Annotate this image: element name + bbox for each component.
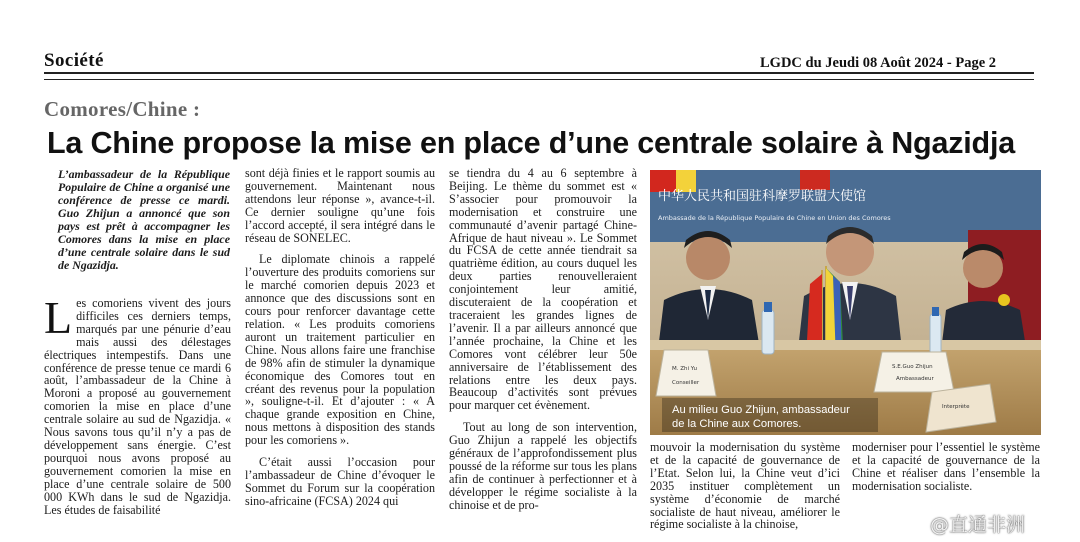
section-title: Société [44,50,104,71]
column-3-paragraph: Tout au long de son intervention, Guo Zhijun a rappelé les objectifs généraux de l’approfondissement plus poussé de la réforme sur tous les plans afin de continuer à perfectionner et à développer le régime socialiste à la chinoise et de pro- [449,420,637,512]
photo-caption [672,404,872,431]
nameplate-left-sub: Conseiller [672,380,700,386]
photo-caption-line: Au milieu Guo Zhijun, ambassadeur [672,404,850,416]
nameplate-middle: S.E.Guo Zhijun [892,364,933,370]
column-4-paragraph: mouvoir la modernisation du système et de la capacité de gouvernance de l’Etat. Selon lui, la Chine veut d’ici 2035 instituer complètement un système d’économie de marché socialiste de haut niveau, améliorer le régime socialiste à la chinoise, [650,440,840,532]
page-folio: LGDC du Jeudi 08 Août 2024 - Page 2 [760,55,997,71]
photo-caption-line: de la Chine aux Comores. [672,417,802,430]
column-5-paragraph: moderniser pour l’essentiel le système et la capacité de gouvernance de la Chine et réaliser dans l’ensemble la modernisation socialiste. [852,440,1040,493]
article-photo [650,170,1041,435]
drop-cap: L [44,292,73,343]
column-5 [852,441,1040,493]
article-headline: La Chine propose la mise en place d’une centrale solaire à Ngazidja [47,126,1016,160]
column-1 [44,292,231,525]
header-rule [44,72,1034,74]
banner-chinese: 中华人民共和国驻科摩罗联盟大使馆 [658,189,867,204]
weibo-icon [902,512,930,534]
nameplate-right: Interprète [942,404,970,410]
column-4 [650,441,840,531]
column-2-paragraph: C’était aussi l’occasion pour l’ambassadeur de Chine d’évoquer le Sommet du Forum sur la coopération sino-africaine (FCSA) 2024 qui [245,455,435,508]
column-3-paragraph: se tiendra du 4 au 6 septembre à Beijing. Le thème du sommet est « S’associer pour promouvoir la modernisation et construire une communauté d’avenir partagé Chine-Afrique de haut niveau ». Le Sommet du FCSA de cette année tiendrait sa quatrième édition, au cours duquel les deux parties renouvelleraient conjointement leur amitié, discuteraient de la coopération et traceraient les grandes lignes de l’avenir. Il a par ailleurs annoncé que l’année prochaine, la Chine et les Comores vont célébrer leur 50e anniversaire de l’établissement des relations entre les deux pays. Beaucoup d’activités sont prévues pour marquer cet évènement. [449,166,637,413]
nameplate-middle-sub: Ambassadeur [896,376,934,382]
column-2 [245,167,435,508]
column-3 [449,167,637,512]
watermark-label: @直通非洲 [930,514,1026,536]
column-2-paragraph: sont déjà finies et le rapport soumis au gouvernement. Maintenant nous attendons leur réponse », avance-t-il. Ce dernier souligne qu’une fois l’accord accepté, il sera intégré dans le réseau de SONELEC. [245,166,435,245]
banner-french: Ambassade de la République Populaire de Chine en Union des Comores [658,214,891,222]
column-2-paragraph: Le diplomate chinois a rappelé l’ouverture des produits comoriens sur le marché comorien depuis 2023 et annonce que des discussions sont en cours pour renforcer davantage cette relation. « Les produits comoriens auront un traitement particulier en Chine. Nous allons faire une franchise de 98% afin de stimuler la dynamique économique des Comores tout en créant des revenus pour la population », souligne-t-il. Et d’ajouter : « A chaque grande exposition en Chine, nous mettons à disposition des stands pour les comoriens ». [245,252,435,448]
article-lead: L’ambassadeur de la République Populaire de Chine a organisé une conférence de presse ce mardi. Guo Zhijun a annoncé que son pays est prêt à accompagner les Comores dans la mise en place d’une centrale solaire dans le sud de Ngazidja. [58,167,230,272]
article-kicker: Comores/Chine : [44,97,201,121]
column-1-text: es comoriens vivent des jours difficiles ces derniers temps, marqués par une pénurie d’eau mais aussi des délestages électriques intempestifs. Dans une conférence de presse tenue ce mardi 6 août, l’ambassadeur de la Chine à Moroni a proposé au gouvernement comorien la mise en place d’une centrale solaire au sud de Ngazidja. « Nous savons tous qu’il n’y a pas de développement sans énergie. C’est pourquoi nous avons proposé au gouvernement comorien la mise en place d’une centrale solaire de 500 000 KWh dans le sud de Ngazidja. Les études de faisabilité [44,296,231,517]
nameplate-left: M. Zhi Yu [672,366,697,372]
header-rule-thin [44,79,1034,80]
